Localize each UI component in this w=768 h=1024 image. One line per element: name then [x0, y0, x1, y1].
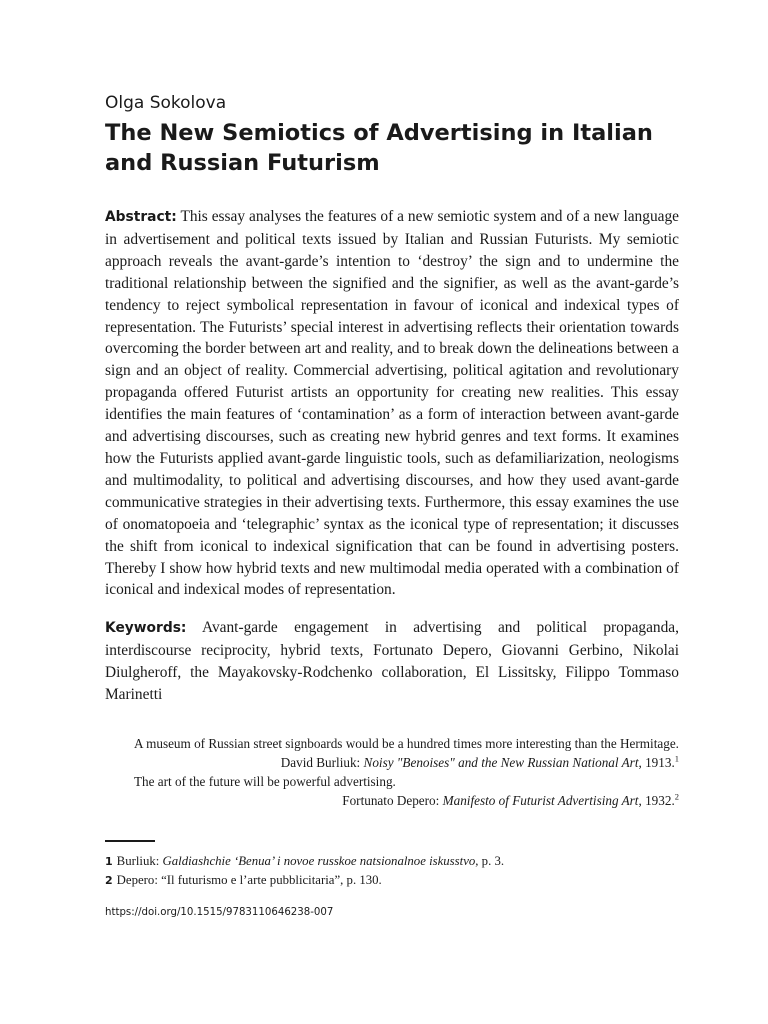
article-page: [105, 92, 679, 920]
abstract-label: Abstract:: [105, 209, 177, 225]
footnote-ref-1[interactable]: 1: [674, 753, 679, 764]
epigraph-source-1-title: Noisy "Benoises" and the New Russian National Art: [363, 754, 639, 770]
footnote-1-prefix: Burliuk:: [116, 853, 163, 868]
footnote-2: [105, 871, 679, 890]
author-name: Olga Sokolova: [105, 93, 227, 113]
title-line-1: The New Semiotics of Advertising in Italian: [105, 120, 653, 146]
footnote-1: [105, 852, 679, 871]
keywords-text: Avant-garde engagement in advertising and political propaganda, interdiscourse reciprocity, hybrid texts, Fortunato Depero, Giovanni Gerbino, Nikolai Diulgheroff, the Mayakovsky-Rodchenko collaboration, El Lissitsky, Filippo Tommaso Marinetti: [105, 619, 679, 704]
footnotes: [105, 852, 679, 890]
doi-link[interactable]: https://doi.org/10.1515/9783110646238-007: [105, 906, 334, 918]
footnote-1-title: Galdiashchie ‘Benua’ i novoe russkoe natsionalnoe iskusstvo: [162, 853, 476, 868]
article-title: [105, 118, 679, 178]
footnote-1-number: 1: [105, 854, 113, 868]
keywords: [105, 617, 679, 706]
epigraph-source-2-title: Manifesto of Futurist Advertising Art: [442, 792, 639, 808]
abstract-text: This essay analyses the features of a new semiotic system and of a new language in advertisement and political texts issued by Italian and Russian Futurists. My semiotic approach reveals the avant-garde’s intention to ‘destroy’ the sign and to undermine the traditional relationship between the signified and the signifier, as well as the avant-garde’s tendency to reject symbolical representation in favour of iconical and indexical types of representation. The Futurists’ special interest in advertising reflects their orientation towards overcoming the border between art and reality, and to break down the delineations between a sign and an object of reality. Commercial advertising, political agitation and revolutionary propaganda offered Futurist artists an opportunity for creating new realities. This essay identifies the main features of ‘contamination’ as a form of interaction between avant-garde and advertising discourses, such as creating new hybrid genres and text forms. It examines how the Futurists applied avant-garde linguistic tools, such as defamiliarization, neologisms and multimodality, to political and advertising discourses, and how they used avant-garde communicative strategies in their advertising texts. Furthermore, this essay examines the use of onomatopoeia and ‘telegraphic’ syntax as the iconical type of representation; it discusses the shift from iconical to indexical signification that can be found in advertising posters. Thereby I show how hybrid texts and new multimodal media operated with a combination of iconical and indexical modes of representation.: [105, 208, 679, 599]
footnote-2-number: 2: [105, 873, 113, 887]
epigraph-source-1-author: David Burliuk:: [280, 754, 364, 770]
epigraph-quote-1: A museum of Russian street signboards would be a hundred times more interesting than the Hermitage.: [134, 735, 679, 751]
epigraphs: [134, 734, 679, 810]
footnote-ref-2[interactable]: 2: [674, 791, 679, 802]
epigraph-source-1: [134, 753, 679, 772]
title-line-2: and Russian Futurism: [105, 150, 380, 176]
epigraph-source-2: [134, 791, 679, 810]
epigraph-source-1-year: , 1913.: [638, 754, 675, 770]
keywords-label: Keywords:: [105, 620, 187, 637]
epigraph-source-2-author: Fortunato Depero:: [342, 792, 443, 808]
footnote-1-suffix: , p. 3.: [475, 853, 505, 868]
footnote-divider: [105, 840, 155, 842]
epigraph-source-2-year: , 1932.: [638, 792, 675, 808]
epigraph-quote-2: The art of the future will be powerful advertising.: [134, 773, 396, 789]
footnote-2-text: Depero: “Il futurismo e l’arte pubblicitaria”, p. 130.: [116, 872, 382, 887]
abstract: [105, 206, 679, 601]
